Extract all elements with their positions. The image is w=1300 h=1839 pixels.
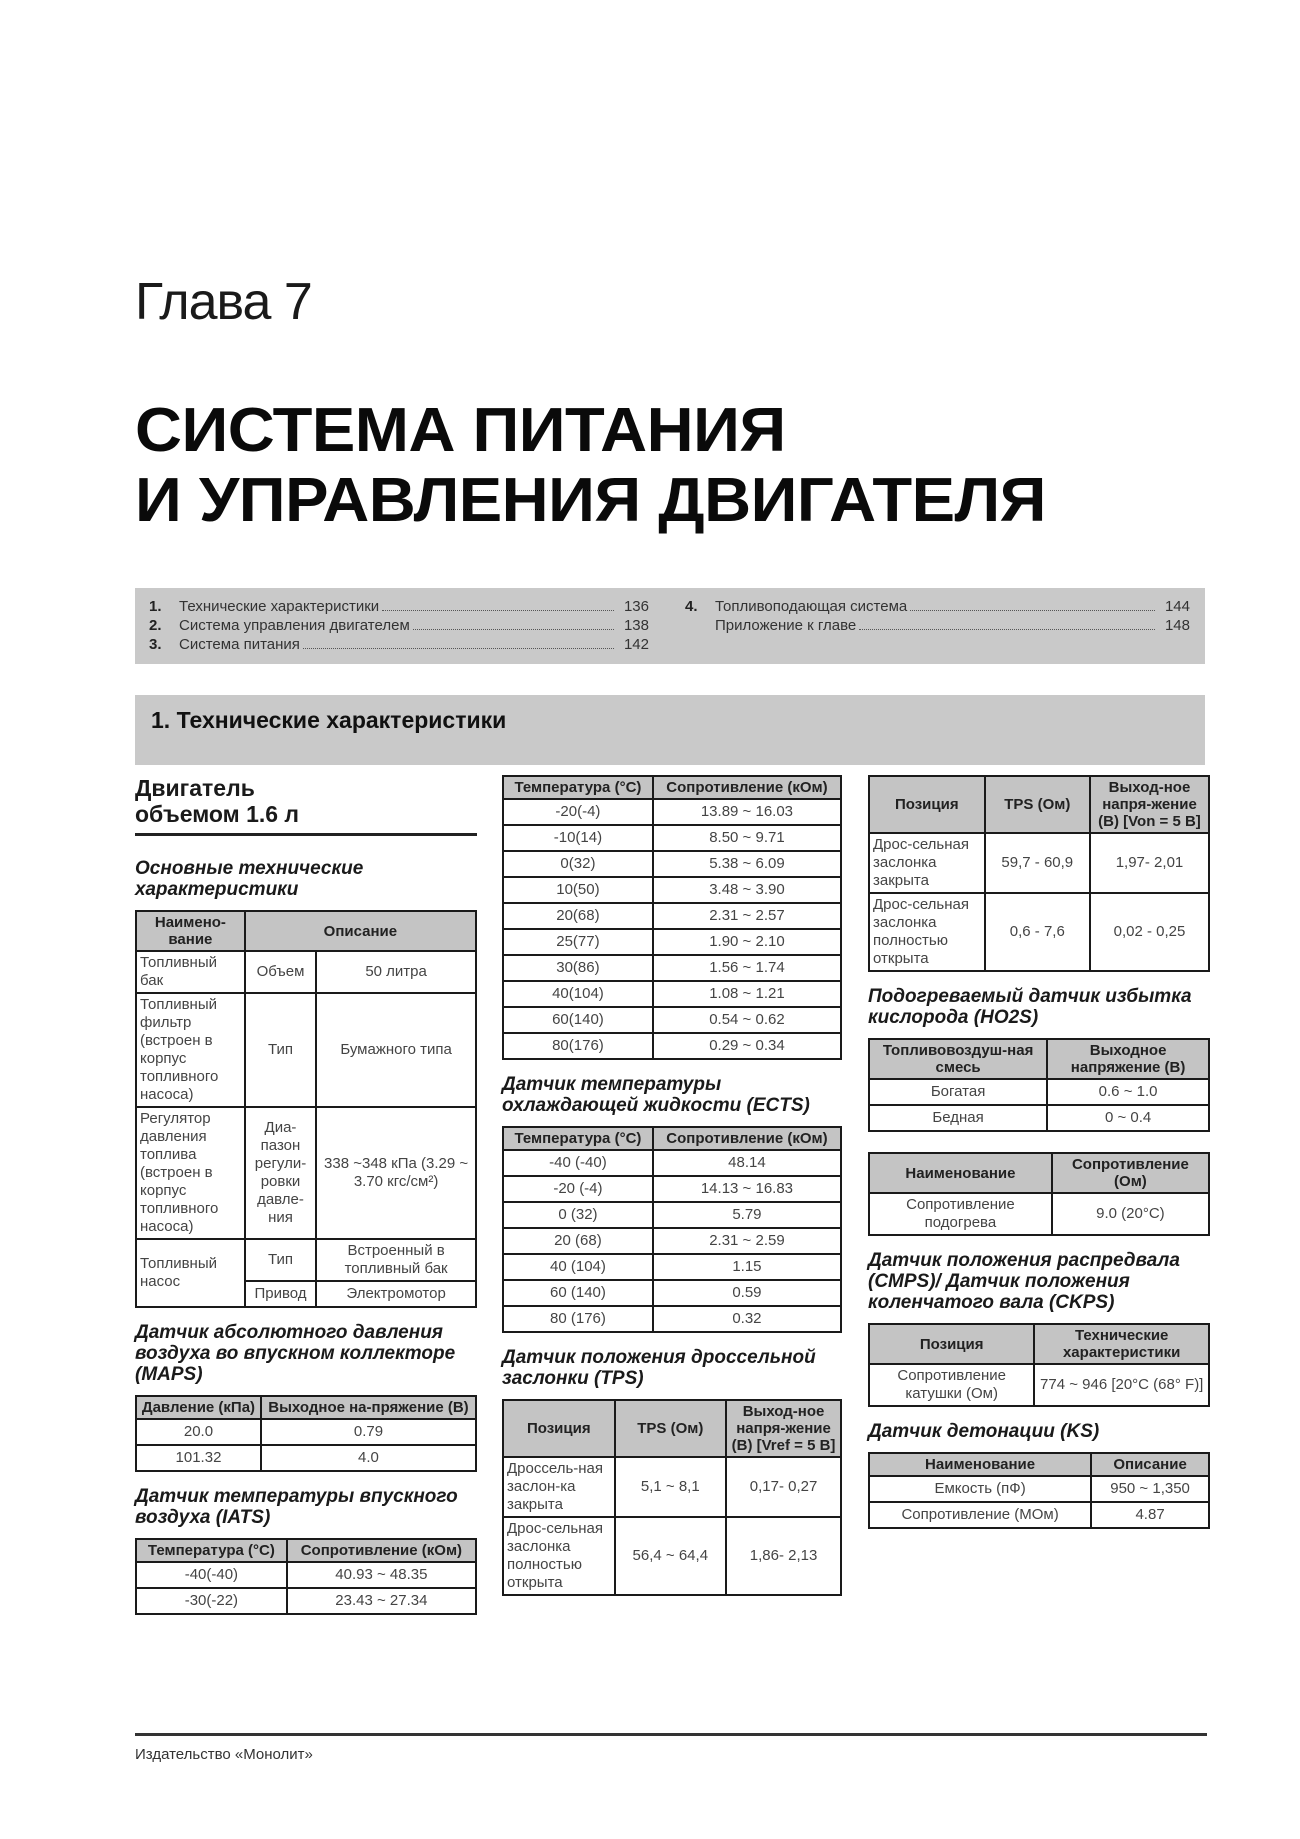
table-header: Позиция	[503, 1400, 615, 1457]
heater-table	[868, 1152, 1210, 1236]
table-header: Наименование	[869, 1453, 1091, 1476]
table-header: Выходное напряжение (В)	[1047, 1039, 1209, 1079]
title-line-2: И УПРАВЛЕНИЯ ДВИГАТЕЛЯ	[135, 466, 1046, 535]
table-cell: 0.79	[261, 1419, 476, 1445]
table-cell: Тип	[245, 993, 316, 1107]
table-cell: Сопротивление катушки (Ом)	[869, 1364, 1034, 1406]
table-row	[136, 951, 476, 993]
specs-table	[135, 910, 477, 1308]
table-cell: 2.31 ~ 2.59	[653, 1228, 841, 1254]
table-cell: 23.43 ~ 27.34	[287, 1588, 476, 1614]
table-row	[503, 1254, 841, 1280]
table-cell: -10(14)	[503, 825, 653, 851]
table-cell: 4.0	[261, 1445, 476, 1471]
table-header: Температура (°С)	[136, 1539, 287, 1562]
table-cell: 20(68)	[503, 903, 653, 929]
toc-leader	[303, 648, 614, 649]
table-cell: 40.93 ~ 48.35	[287, 1562, 476, 1588]
table-cell: 0.32	[653, 1306, 841, 1332]
maps-table	[135, 1395, 477, 1472]
iats-table	[135, 1538, 477, 1615]
table-header: Наимено-вание	[136, 911, 245, 951]
table-row	[136, 1445, 476, 1471]
table-header: Технические характеристики	[1034, 1324, 1209, 1364]
ks-heading: Датчик детонации (KS)	[868, 1421, 1100, 1442]
iats-continued-table	[502, 775, 842, 1060]
ho2s-heading: Подогреваемый датчик избытка кислорода (HO2S)	[868, 986, 1192, 1028]
table-cell: Дроссель-ная заслон-ка закрыта	[503, 1457, 615, 1517]
toc-label: Приложение к главе	[715, 617, 857, 634]
table-cell: 8.50 ~ 9.71	[653, 825, 841, 851]
table-row	[869, 1105, 1209, 1131]
table-header: Сопротивление (кОм)	[287, 1539, 476, 1562]
table-cell: 30(86)	[503, 955, 653, 981]
table-cell: -40(-40)	[136, 1562, 287, 1588]
table-row	[503, 1202, 841, 1228]
toc-num: 2.	[149, 617, 162, 634]
table-row	[503, 903, 841, 929]
table-cell: 14.13 ~ 16.83	[653, 1176, 841, 1202]
table-cell: 1.08 ~ 1.21	[653, 981, 841, 1007]
table-header: Давление (кПа)	[136, 1396, 261, 1419]
toc-num: 3.	[149, 636, 162, 653]
engine-heading	[135, 775, 477, 836]
table-cell: Электромотор	[316, 1281, 476, 1307]
tps-heading: Датчик положения дроссельной заслонки (TPS)	[502, 1347, 816, 1389]
table-header: Описание	[245, 911, 476, 951]
table-header: Сопротивление (Ом)	[1052, 1153, 1209, 1193]
table-row	[869, 1079, 1209, 1105]
toc-item[interactable]	[149, 598, 649, 617]
table-row	[503, 877, 841, 903]
table-row	[503, 825, 841, 851]
table-cell: Сопротивление подогрева	[869, 1193, 1052, 1235]
engine-heading-line-1: Двигатель	[135, 775, 255, 801]
table-cell: 60 (140)	[503, 1280, 653, 1306]
table-header: Позиция	[869, 1324, 1034, 1364]
toc-leader	[382, 610, 614, 611]
table-cell: 950 ~ 1,350	[1091, 1476, 1209, 1502]
footer-divider	[135, 1733, 1207, 1736]
table-cell: Диа-пазон регули-ровки давле-ния	[245, 1107, 316, 1239]
cmps-heading: Датчик положения распредвала (CMPS)/ Датчик положения коленчатого вала (CKPS)	[868, 1250, 1180, 1313]
column-2	[502, 775, 842, 1596]
table-row	[503, 1457, 841, 1517]
publisher-footer: Издательство «Монолит»	[135, 1746, 313, 1763]
table-cell: 0,6 - 7,6	[985, 893, 1090, 971]
table-cell: 0.29 ~ 0.34	[653, 1033, 841, 1059]
specs-heading: Основные технические характеристики	[135, 858, 364, 900]
table-cell: 338 ~348 кПа (3.29 ~ 3.70 кгс/см²)	[316, 1107, 476, 1239]
table-cell: Дрос-сельная заслонка полностью открыта	[869, 893, 985, 971]
table-cell: 0(32)	[503, 851, 653, 877]
table-cell: 3.48 ~ 3.90	[653, 877, 841, 903]
chapter-label: Глава 7	[135, 273, 312, 331]
toc-page: 144	[1164, 598, 1190, 615]
table-header: Температура (°С)	[503, 1127, 653, 1150]
table-row	[136, 1107, 476, 1239]
table-cell: 1.15	[653, 1254, 841, 1280]
table-cell: 0,17- 0,27	[726, 1457, 841, 1517]
section-title: 1. Технические характеристики	[151, 707, 507, 733]
table-cell: 0,02 - 0,25	[1090, 893, 1209, 971]
table-cell: Объем	[245, 951, 316, 993]
table-cell: Привод	[245, 1281, 316, 1307]
toc-item[interactable]	[685, 598, 1190, 617]
table-header: Позиция	[869, 776, 985, 833]
table-row	[869, 833, 1209, 893]
toc-right-column	[685, 598, 1190, 636]
table-cell: Топливный бак	[136, 951, 245, 993]
table-row	[869, 1502, 1209, 1528]
table-row	[503, 1517, 841, 1595]
table-cell: 10(50)	[503, 877, 653, 903]
table-cell: Бумажного типа	[316, 993, 476, 1107]
toc-label: Система управления двигателем	[179, 617, 410, 634]
table-header: Сопротивление (кОм)	[653, 1127, 841, 1150]
table-cell: 40 (104)	[503, 1254, 653, 1280]
table-cell: 0.54 ~ 0.62	[653, 1007, 841, 1033]
table-cell: 40(104)	[503, 981, 653, 1007]
toc-page: 138	[623, 617, 649, 634]
section-header	[135, 695, 1205, 765]
table-row	[869, 893, 1209, 971]
table-row	[503, 1176, 841, 1202]
table-cell: -30(-22)	[136, 1588, 287, 1614]
table-header: TPS (Ом)	[615, 1400, 727, 1457]
table-cell: 1.56 ~ 1.74	[653, 955, 841, 981]
table-row	[503, 1033, 841, 1059]
table-cell: Топливный фильтр (встроен в корпус топливного насоса)	[136, 993, 245, 1107]
table-cell: 13.89 ~ 16.03	[653, 799, 841, 825]
table-header: Описание	[1091, 1453, 1209, 1476]
toc-label: Технические характеристики	[179, 598, 380, 615]
table-cell: Бедная	[869, 1105, 1047, 1131]
column-3	[868, 775, 1210, 1529]
title-line-1: СИСТЕМА ПИТАНИЯ	[135, 396, 786, 465]
table-row	[869, 1193, 1209, 1235]
toc-page: 142	[623, 636, 649, 653]
table-row	[503, 1150, 841, 1176]
table-cell: 5.38 ~ 6.09	[653, 851, 841, 877]
table-row	[136, 1588, 476, 1614]
table-cell: -20 (-4)	[503, 1176, 653, 1202]
toc-page: 136	[623, 598, 649, 615]
table-cell: 25(77)	[503, 929, 653, 955]
table-cell: 48.14	[653, 1150, 841, 1176]
table-header: Выход-ное напря-жение (В) [Vref = 5 В]	[726, 1400, 841, 1457]
table-cell: 5.79	[653, 1202, 841, 1228]
table-cell: 774 ~ 946 [20°С (68° F)]	[1034, 1364, 1209, 1406]
table-cell: 0 ~ 0.4	[1047, 1105, 1209, 1131]
table-header: TPS (Ом)	[985, 776, 1090, 833]
table-cell: 80(176)	[503, 1033, 653, 1059]
table-cell: Тип	[245, 1239, 316, 1281]
table-header: Топливовоздуш-ная смесь	[869, 1039, 1047, 1079]
ks-table	[868, 1452, 1210, 1529]
table-header: Сопротивление (кОм)	[653, 776, 841, 799]
table-row	[503, 1007, 841, 1033]
table-cell: Сопротивление (МОм)	[869, 1502, 1091, 1528]
engine-heading-line-2: объемом 1.6 л	[135, 801, 300, 827]
iats-heading: Датчик температуры впускного воздуха (IATS)	[135, 1486, 458, 1528]
cmps-table	[868, 1323, 1210, 1407]
table-cell: Емкость (пФ)	[869, 1476, 1091, 1502]
table-header: Выходное на-пряжение (В)	[261, 1396, 476, 1419]
table-header: Наименование	[869, 1153, 1052, 1193]
table-cell: 0 (32)	[503, 1202, 653, 1228]
table-row	[503, 955, 841, 981]
table-row	[503, 1280, 841, 1306]
table-row	[869, 1476, 1209, 1502]
toc-left-column	[149, 598, 649, 655]
table-row	[503, 1306, 841, 1332]
tps-table	[502, 1399, 842, 1596]
table-row	[136, 1419, 476, 1445]
table-row	[869, 1364, 1209, 1406]
table-header: Выход-ное напря-жение (В) [Von = 5 В]	[1090, 776, 1209, 833]
table-cell: 9.0 (20°С)	[1052, 1193, 1209, 1235]
table-cell: 80 (176)	[503, 1306, 653, 1332]
table-cell: Дрос-сельная заслонка полностью открыта	[503, 1517, 615, 1595]
table-cell: 101.32	[136, 1445, 261, 1471]
table-cell: 20.0	[136, 1419, 261, 1445]
toc-label: Топливоподающая система	[715, 598, 908, 615]
table-cell: 2.31 ~ 2.57	[653, 903, 841, 929]
table-cell: 20 (68)	[503, 1228, 653, 1254]
maps-heading: Датчик абсолютного давления воздуха во впускном коллекторе (MAPS)	[135, 1322, 456, 1385]
table-cell: Встроенный в топливный бак	[316, 1239, 476, 1281]
table-row	[136, 1239, 476, 1281]
toc-item[interactable]	[149, 636, 649, 655]
toc-label: Система питания	[179, 636, 300, 653]
table-row	[503, 929, 841, 955]
toc-page: 148	[1164, 617, 1190, 634]
ects-heading: Датчик температуры охлаждающей жидкости (ECTS)	[502, 1074, 810, 1116]
table-of-contents	[135, 588, 1205, 664]
table-row	[503, 799, 841, 825]
table-row	[503, 1228, 841, 1254]
table-cell: -40 (-40)	[503, 1150, 653, 1176]
toc-leader	[859, 629, 1155, 630]
table-cell: 0.6 ~ 1.0	[1047, 1079, 1209, 1105]
table-cell: 0.59	[653, 1280, 841, 1306]
table-row	[136, 993, 476, 1107]
table-row	[503, 981, 841, 1007]
table-cell: 4.87	[1091, 1502, 1209, 1528]
table-cell: 1,86- 2,13	[726, 1517, 841, 1595]
page-title	[135, 396, 1046, 536]
table-row	[503, 851, 841, 877]
toc-num: 1.	[149, 598, 162, 615]
toc-leader	[910, 610, 1155, 611]
toc-item[interactable]	[149, 617, 649, 636]
toc-item[interactable]	[685, 617, 1190, 636]
table-cell: 1.90 ~ 2.10	[653, 929, 841, 955]
table-row	[136, 1562, 476, 1588]
table-cell: 50 литра	[316, 951, 476, 993]
table-cell: 1,97- 2,01	[1090, 833, 1209, 893]
ects-table	[502, 1126, 842, 1333]
table-cell: 59,7 - 60,9	[985, 833, 1090, 893]
table-cell: 60(140)	[503, 1007, 653, 1033]
table-cell: Богатая	[869, 1079, 1047, 1105]
table-cell: 56,4 ~ 64,4	[615, 1517, 727, 1595]
ho2s-table	[868, 1038, 1210, 1132]
column-1	[135, 775, 477, 1615]
table-cell: Регулятор давления топлива (встроен в корпус топливного насоса)	[136, 1107, 245, 1239]
toc-num: 4.	[685, 598, 698, 615]
table-cell: Топливный насос	[136, 1239, 245, 1307]
table-header: Температура (°С)	[503, 776, 653, 799]
tps-von-table	[868, 775, 1210, 972]
table-cell: 5,1 ~ 8,1	[615, 1457, 727, 1517]
table-cell: Дрос-сельная заслонка закрыта	[869, 833, 985, 893]
table-cell: -20(-4)	[503, 799, 653, 825]
toc-leader	[413, 629, 614, 630]
